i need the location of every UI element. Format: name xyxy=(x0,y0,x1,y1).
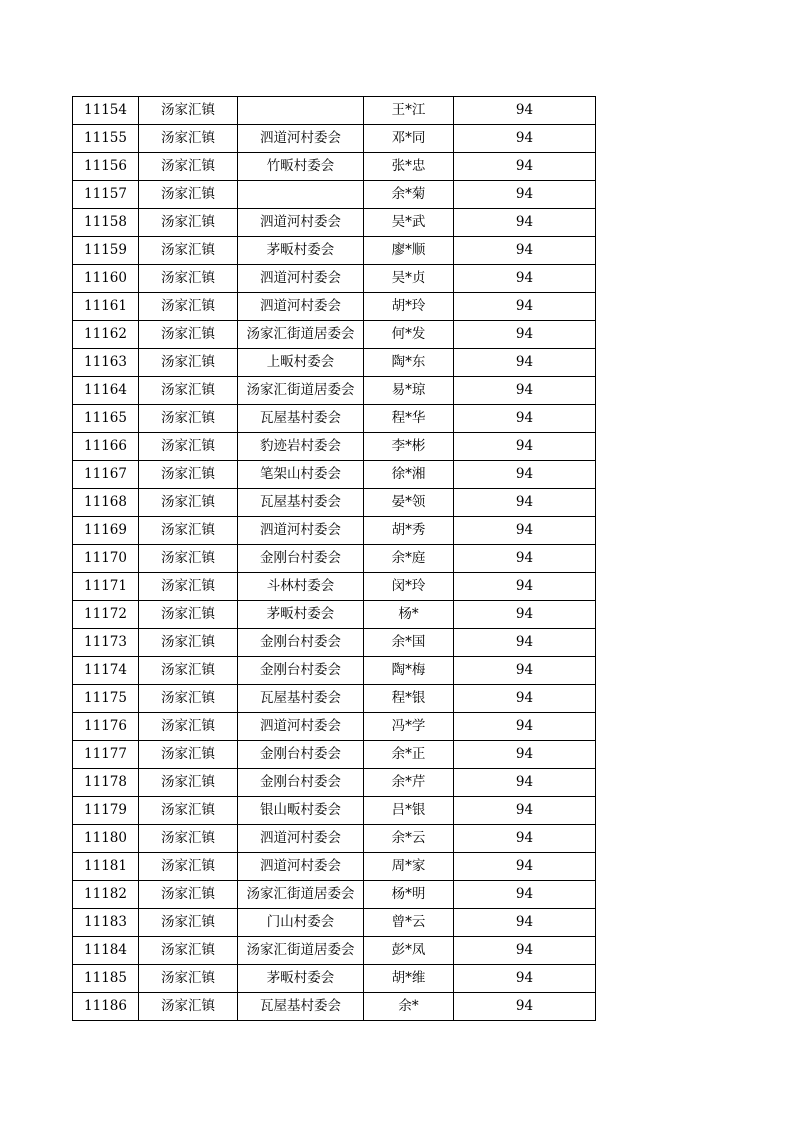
table-row xyxy=(73,545,596,573)
cell-amount: 94 xyxy=(454,265,596,293)
cell-person-name: 吴*武 xyxy=(364,209,454,237)
cell-village-committee: 汤家汇街道居委会 xyxy=(238,377,364,405)
table-row xyxy=(73,237,596,265)
cell-amount: 94 xyxy=(454,797,596,825)
cell-person-name: 杨* xyxy=(364,601,454,629)
cell-serial-number: 11178 xyxy=(73,769,139,797)
cell-person-name: 胡*玲 xyxy=(364,293,454,321)
cell-serial-number: 11164 xyxy=(73,377,139,405)
cell-village-committee: 瓦屋基村委会 xyxy=(238,685,364,713)
cell-amount: 94 xyxy=(454,685,596,713)
cell-person-name: 胡*秀 xyxy=(364,517,454,545)
cell-village-committee: 泗道河村委会 xyxy=(238,125,364,153)
cell-village-committee: 瓦屋基村委会 xyxy=(238,993,364,1021)
cell-person-name: 周*家 xyxy=(364,853,454,881)
cell-person-name: 余*芹 xyxy=(364,769,454,797)
cell-amount: 94 xyxy=(454,405,596,433)
cell-amount: 94 xyxy=(454,461,596,489)
cell-serial-number: 11169 xyxy=(73,517,139,545)
cell-amount: 94 xyxy=(454,181,596,209)
cell-village-committee: 泗道河村委会 xyxy=(238,209,364,237)
cell-town: 汤家汇镇 xyxy=(139,629,238,657)
table-row xyxy=(73,825,596,853)
cell-amount: 94 xyxy=(454,517,596,545)
cell-town: 汤家汇镇 xyxy=(139,237,238,265)
cell-serial-number: 11173 xyxy=(73,629,139,657)
cell-person-name: 余* xyxy=(364,993,454,1021)
roster-table xyxy=(72,96,596,1021)
cell-village-committee: 银山畈村委会 xyxy=(238,797,364,825)
cell-village-committee: 茅畈村委会 xyxy=(238,965,364,993)
table-row xyxy=(73,657,596,685)
cell-serial-number: 11159 xyxy=(73,237,139,265)
cell-person-name: 曾*云 xyxy=(364,909,454,937)
cell-amount: 94 xyxy=(454,237,596,265)
table-row xyxy=(73,685,596,713)
cell-town: 汤家汇镇 xyxy=(139,153,238,181)
cell-village-committee: 泗道河村委会 xyxy=(238,293,364,321)
cell-town: 汤家汇镇 xyxy=(139,713,238,741)
table-row xyxy=(73,377,596,405)
cell-town: 汤家汇镇 xyxy=(139,433,238,461)
cell-person-name: 彭*凤 xyxy=(364,937,454,965)
cell-serial-number: 11175 xyxy=(73,685,139,713)
cell-person-name: 余*庭 xyxy=(364,545,454,573)
cell-town: 汤家汇镇 xyxy=(139,909,238,937)
cell-village-committee: 豹迹岩村委会 xyxy=(238,433,364,461)
cell-amount: 94 xyxy=(454,125,596,153)
cell-town: 汤家汇镇 xyxy=(139,965,238,993)
cell-serial-number: 11172 xyxy=(73,601,139,629)
cell-amount: 94 xyxy=(454,153,596,181)
cell-town: 汤家汇镇 xyxy=(139,685,238,713)
cell-village-committee: 泗道河村委会 xyxy=(238,713,364,741)
cell-amount: 94 xyxy=(454,489,596,517)
cell-serial-number: 11180 xyxy=(73,825,139,853)
cell-person-name: 程*华 xyxy=(364,405,454,433)
cell-amount: 94 xyxy=(454,713,596,741)
cell-town: 汤家汇镇 xyxy=(139,937,238,965)
cell-village-committee: 金刚台村委会 xyxy=(238,629,364,657)
cell-person-name: 余*正 xyxy=(364,741,454,769)
cell-town: 汤家汇镇 xyxy=(139,405,238,433)
cell-serial-number: 11170 xyxy=(73,545,139,573)
table-row xyxy=(73,293,596,321)
table-row xyxy=(73,713,596,741)
table-row xyxy=(73,993,596,1021)
cell-serial-number: 11179 xyxy=(73,797,139,825)
table-row xyxy=(73,405,596,433)
cell-person-name: 杨*明 xyxy=(364,881,454,909)
cell-village-committee: 瓦屋基村委会 xyxy=(238,489,364,517)
cell-person-name: 李*彬 xyxy=(364,433,454,461)
table-row xyxy=(73,489,596,517)
cell-amount: 94 xyxy=(454,993,596,1021)
table-row xyxy=(73,181,596,209)
cell-amount: 94 xyxy=(454,601,596,629)
cell-person-name: 余*国 xyxy=(364,629,454,657)
cell-serial-number: 11157 xyxy=(73,181,139,209)
cell-person-name: 吕*银 xyxy=(364,797,454,825)
cell-town: 汤家汇镇 xyxy=(139,489,238,517)
cell-village-committee: 汤家汇街道居委会 xyxy=(238,321,364,349)
table-row xyxy=(73,629,596,657)
cell-serial-number: 11176 xyxy=(73,713,139,741)
cell-town: 汤家汇镇 xyxy=(139,125,238,153)
cell-serial-number: 11156 xyxy=(73,153,139,181)
cell-amount: 94 xyxy=(454,377,596,405)
cell-amount: 94 xyxy=(454,657,596,685)
cell-village-committee: 金刚台村委会 xyxy=(238,741,364,769)
cell-serial-number: 11177 xyxy=(73,741,139,769)
cell-serial-number: 11162 xyxy=(73,321,139,349)
cell-town: 汤家汇镇 xyxy=(139,825,238,853)
cell-town: 汤家汇镇 xyxy=(139,321,238,349)
cell-town: 汤家汇镇 xyxy=(139,97,238,125)
cell-village-committee: 竹畈村委会 xyxy=(238,153,364,181)
cell-town: 汤家汇镇 xyxy=(139,881,238,909)
cell-village-committee: 茅畈村委会 xyxy=(238,601,364,629)
cell-amount: 94 xyxy=(454,573,596,601)
cell-serial-number: 11182 xyxy=(73,881,139,909)
cell-amount: 94 xyxy=(454,321,596,349)
cell-town: 汤家汇镇 xyxy=(139,769,238,797)
cell-village-committee: 金刚台村委会 xyxy=(238,545,364,573)
cell-village-committee: 上畈村委会 xyxy=(238,349,364,377)
cell-town: 汤家汇镇 xyxy=(139,853,238,881)
cell-serial-number: 11181 xyxy=(73,853,139,881)
table-row xyxy=(73,321,596,349)
cell-amount: 94 xyxy=(454,293,596,321)
cell-serial-number: 11166 xyxy=(73,433,139,461)
table-row xyxy=(73,517,596,545)
cell-serial-number: 11155 xyxy=(73,125,139,153)
cell-village-committee: 泗道河村委会 xyxy=(238,853,364,881)
cell-person-name: 闵*玲 xyxy=(364,573,454,601)
cell-person-name: 晏*领 xyxy=(364,489,454,517)
cell-amount: 94 xyxy=(454,965,596,993)
cell-serial-number: 11158 xyxy=(73,209,139,237)
cell-town: 汤家汇镇 xyxy=(139,741,238,769)
cell-person-name: 吴*贞 xyxy=(364,265,454,293)
cell-serial-number: 11168 xyxy=(73,489,139,517)
cell-village-committee: 泗道河村委会 xyxy=(238,517,364,545)
table-row xyxy=(73,853,596,881)
cell-person-name: 廖*顺 xyxy=(364,237,454,265)
cell-person-name: 陶*梅 xyxy=(364,657,454,685)
cell-amount: 94 xyxy=(454,937,596,965)
cell-person-name: 徐*湘 xyxy=(364,461,454,489)
cell-town: 汤家汇镇 xyxy=(139,601,238,629)
table-row xyxy=(73,461,596,489)
cell-town: 汤家汇镇 xyxy=(139,461,238,489)
table-row xyxy=(73,769,596,797)
table-row xyxy=(73,573,596,601)
cell-person-name: 王*江 xyxy=(364,97,454,125)
cell-serial-number: 11171 xyxy=(73,573,139,601)
cell-amount: 94 xyxy=(454,741,596,769)
cell-village-committee: 汤家汇街道居委会 xyxy=(238,881,364,909)
table-row xyxy=(73,97,596,125)
cell-town: 汤家汇镇 xyxy=(139,993,238,1021)
cell-village-committee: 茅畈村委会 xyxy=(238,237,364,265)
cell-amount: 94 xyxy=(454,881,596,909)
cell-village-committee: 泗道河村委会 xyxy=(238,825,364,853)
cell-serial-number: 11154 xyxy=(73,97,139,125)
cell-person-name: 易*琼 xyxy=(364,377,454,405)
cell-town: 汤家汇镇 xyxy=(139,657,238,685)
cell-amount: 94 xyxy=(454,825,596,853)
cell-village-committee: 汤家汇街道居委会 xyxy=(238,937,364,965)
cell-town: 汤家汇镇 xyxy=(139,797,238,825)
table-row xyxy=(73,433,596,461)
cell-village-committee: 金刚台村委会 xyxy=(238,657,364,685)
table-row xyxy=(73,125,596,153)
cell-serial-number: 11161 xyxy=(73,293,139,321)
cell-amount: 94 xyxy=(454,97,596,125)
cell-town: 汤家汇镇 xyxy=(139,265,238,293)
table-row xyxy=(73,909,596,937)
table-row xyxy=(73,209,596,237)
cell-village-committee: 斗林村委会 xyxy=(238,573,364,601)
table-row xyxy=(73,349,596,377)
cell-person-name: 余*云 xyxy=(364,825,454,853)
table-row xyxy=(73,797,596,825)
cell-village-committee: 笔架山村委会 xyxy=(238,461,364,489)
cell-person-name: 何*发 xyxy=(364,321,454,349)
cell-town: 汤家汇镇 xyxy=(139,517,238,545)
cell-person-name: 胡*维 xyxy=(364,965,454,993)
cell-town: 汤家汇镇 xyxy=(139,377,238,405)
cell-person-name: 冯*学 xyxy=(364,713,454,741)
cell-town: 汤家汇镇 xyxy=(139,209,238,237)
cell-town: 汤家汇镇 xyxy=(139,349,238,377)
cell-amount: 94 xyxy=(454,433,596,461)
cell-amount: 94 xyxy=(454,545,596,573)
cell-person-name: 邓*同 xyxy=(364,125,454,153)
table-row xyxy=(73,965,596,993)
cell-person-name: 余*菊 xyxy=(364,181,454,209)
cell-serial-number: 11183 xyxy=(73,909,139,937)
roster-table-body xyxy=(73,97,596,1021)
cell-serial-number: 11174 xyxy=(73,657,139,685)
cell-village-committee xyxy=(238,97,364,125)
cell-serial-number: 11185 xyxy=(73,965,139,993)
cell-amount: 94 xyxy=(454,349,596,377)
cell-village-committee: 门山村委会 xyxy=(238,909,364,937)
cell-serial-number: 11186 xyxy=(73,993,139,1021)
cell-serial-number: 11165 xyxy=(73,405,139,433)
cell-town: 汤家汇镇 xyxy=(139,545,238,573)
cell-serial-number: 11160 xyxy=(73,265,139,293)
cell-town: 汤家汇镇 xyxy=(139,293,238,321)
table-row xyxy=(73,601,596,629)
table-row xyxy=(73,153,596,181)
cell-amount: 94 xyxy=(454,909,596,937)
cell-village-committee xyxy=(238,181,364,209)
table-row xyxy=(73,265,596,293)
cell-person-name: 程*银 xyxy=(364,685,454,713)
cell-amount: 94 xyxy=(454,769,596,797)
cell-village-committee: 金刚台村委会 xyxy=(238,769,364,797)
cell-village-committee: 泗道河村委会 xyxy=(238,265,364,293)
cell-town: 汤家汇镇 xyxy=(139,181,238,209)
cell-serial-number: 11167 xyxy=(73,461,139,489)
cell-village-committee: 瓦屋基村委会 xyxy=(238,405,364,433)
cell-amount: 94 xyxy=(454,629,596,657)
cell-serial-number: 11163 xyxy=(73,349,139,377)
cell-serial-number: 11184 xyxy=(73,937,139,965)
cell-person-name: 陶*东 xyxy=(364,349,454,377)
cell-town: 汤家汇镇 xyxy=(139,573,238,601)
cell-amount: 94 xyxy=(454,209,596,237)
table-row xyxy=(73,937,596,965)
table-row xyxy=(73,881,596,909)
cell-person-name: 张*忠 xyxy=(364,153,454,181)
cell-amount: 94 xyxy=(454,853,596,881)
table-row xyxy=(73,741,596,769)
